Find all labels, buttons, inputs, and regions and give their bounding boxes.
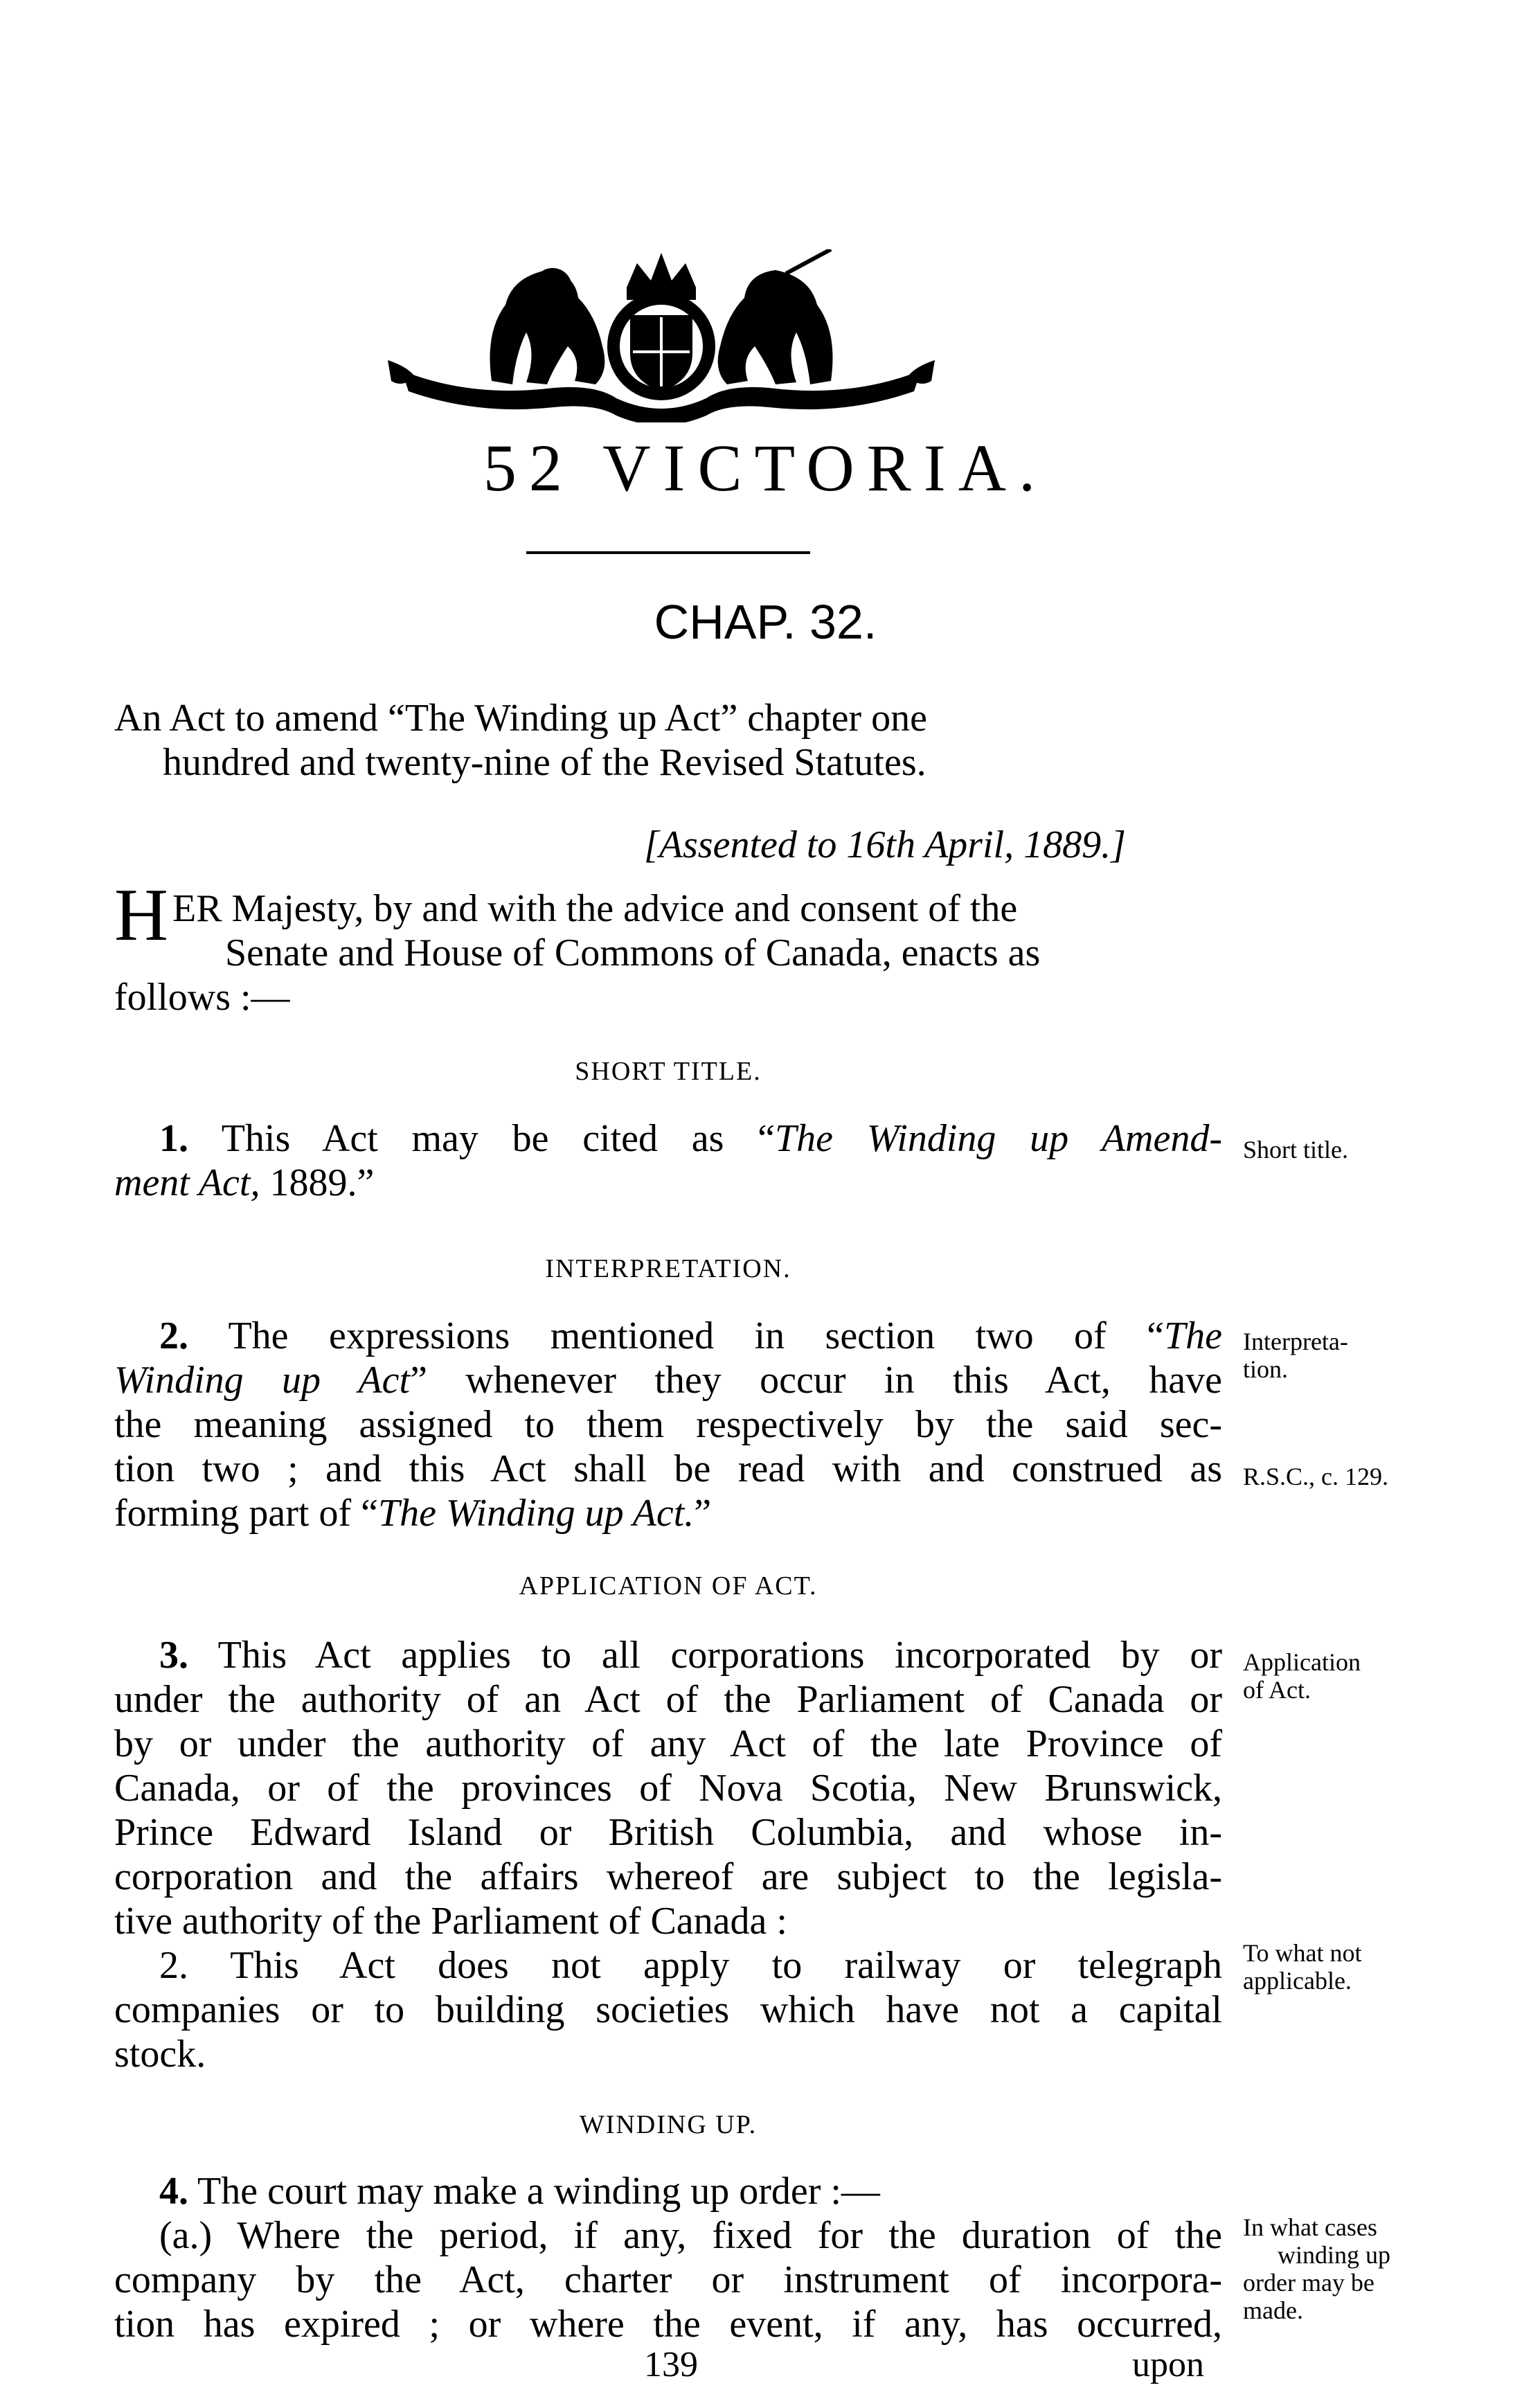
margin-note-interpretation [1243,1328,1492,1383]
subsection-text: companies or to building societies which have not a capital [114,1988,1222,2031]
long-title-line: An Act to amend “The Winding up Act” chapter one [114,697,927,740]
section-text: by or under the authority of any Act of the late Province of [114,1722,1222,1765]
assent-date [644,823,1126,867]
clause-text: company by the Act, charter or instrument of incorpora- [114,2258,1222,2301]
section-text: tion two ; and this Act shall be read with and construed as [114,1447,1222,1490]
section-text: This Act may be cited as “ [221,1117,775,1160]
enacting-line: follows :— [114,976,290,1019]
section-text: under the authority of an Act of the Parliament of Canada or [114,1678,1222,1721]
section-text: ” whenever they occur in this Act, have [410,1359,1222,1402]
subsection-text: 2. This Act does not apply to railway or telegraph [159,1944,1222,1987]
margin-note-line: order may be [1243,2269,1375,2296]
margin-note-rsc: R.S.C., c. 129. [1243,1463,1389,1490]
section-text-italic: Winding up Act [114,1359,411,1402]
section-text-italic: The Winding up Act. [377,1492,695,1535]
catchword: upon [1132,2345,1204,2384]
section-text-italic: ment Act, [114,1161,260,1204]
heading-interpretation: INTERPRETATION. [545,1254,791,1283]
section-text: 1889.” [260,1161,375,1204]
section-1 [114,1116,1222,1205]
section-text: The expressions mentioned in section two of “ [228,1314,1164,1357]
long-title [114,696,1222,785]
section-text: forming part of “ [114,1492,378,1535]
heading-winding-up: WINDING UP. [579,2110,758,2139]
section-text: tive authority of the Parliament of Canada : [114,1900,787,1943]
margin-note-application [1243,1648,1492,1704]
page-number: 139 [644,2345,698,2384]
section-number: 3. [159,1634,188,1677]
section-text: This Act applies to all corporations incorporated by or [217,1634,1222,1677]
margin-note-line: tion. [1243,1355,1289,1383]
heading-application: APPLICATION OF ACT. [519,1571,818,1600]
section-text: corporation and the affairs whereof are subject to the legisla- [114,1855,1222,1898]
enacting-clause [114,874,1222,1019]
margin-note-line: Application [1243,1648,1361,1676]
section-text-italic: The [1163,1314,1222,1357]
margin-note-line: of Act. [1243,1676,1311,1704]
section-number: 1. [159,1117,188,1160]
heading-short-title: SHORT TITLE. [575,1057,762,1086]
divider-rule [526,551,810,554]
section-text: ” [694,1492,712,1535]
margin-note-line: To what not [1243,1939,1362,1967]
section-4 [114,2169,1222,2346]
margin-note-line: In what cases [1243,2213,1377,2241]
clause-text: (a.) Where the period, if any, fixed for the duration of the [159,2214,1222,2257]
margin-note-line: winding up [1278,2241,1391,2269]
section-number: 4. [159,2170,188,2213]
enacting-line: ER Majesty, by and with the advice and consent of the [172,887,1018,930]
royal-coat-of-arms-emblem [388,249,935,422]
margin-note-short-title: Short title. [1243,1136,1348,1163]
section-text: Prince Edward Island or British Columbia, and whose in- [114,1811,1222,1854]
subsection-text: stock. [114,2033,206,2076]
section-text: The court may make a winding up order :— [197,2170,880,2213]
coat-of-arms-icon [388,249,935,422]
chapter-number: CHAP. 32. [654,595,877,649]
margin-note-line: made. [1243,2296,1303,2324]
section-2 [114,1314,1222,1535]
margin-note-line: applicable. [1243,1967,1352,1995]
section-3 [114,1633,1222,2076]
section-number: 2. [159,1314,188,1357]
margin-note-not-applicable [1243,1939,1492,1995]
long-title-line: hundred and twenty-nine of the Revised Statutes. [163,741,926,784]
section-text: the meaning assigned to them respectively by the said sec- [114,1403,1222,1446]
clause-text: tion has expired ; or where the event, if any, has occurred, [114,2303,1222,2346]
enacting-line: Senate and House of Commons of Canada, enacts as [225,931,1041,974]
drop-cap: H [114,874,168,956]
assent-text: [Assented to 16th April, 1889.] [644,823,1126,866]
section-text: Canada, or of the provinces of Nova Scotia, New Brunswick, [114,1767,1222,1810]
reign-title: 52 VICTORIA. [483,431,1048,505]
margin-note-line: Interpreta- [1243,1328,1348,1355]
section-text-italic: The Winding up Amend- [775,1117,1222,1160]
margin-note-cases [1243,2213,1492,2324]
